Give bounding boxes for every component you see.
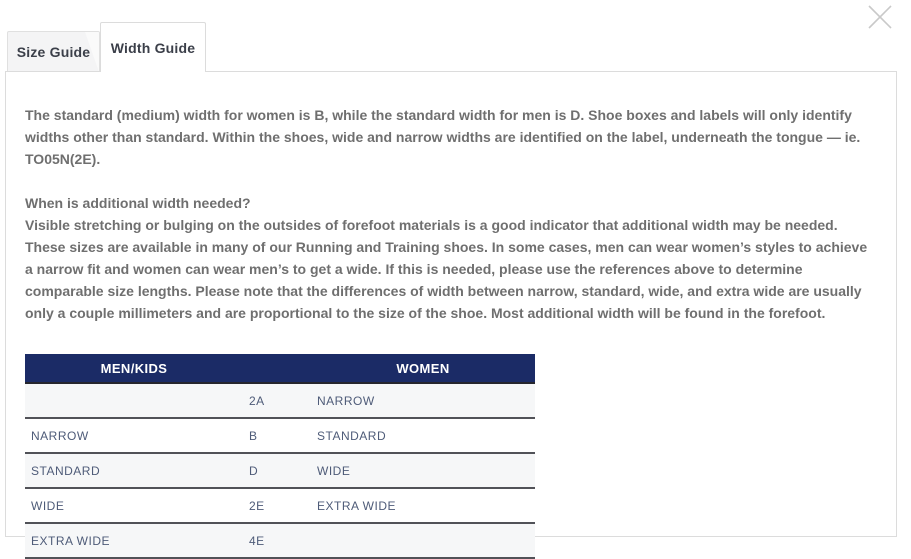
- section-heading: When is additional width needed?: [25, 195, 251, 211]
- tab-size-guide[interactable]: [7, 31, 100, 71]
- cell-women: NARROW: [311, 383, 535, 418]
- section-body: Visible stretching or bulging on the outsides of forefoot materials is a good indicator that additional width may be needed. These sizes are available in many of our Running and Training shoes. In some cases, men can wear women’s styles to achieve a narrow fit and women can wear men’s to get a wide. If this is needed, please use the references above to determine comparable size lengths. Please note that the differences of width between narrow, standard, wide, and extra wide are usually only a couple millimeters and are proportional to the size of the shoe. Most additional width will be found in the forefoot.: [25, 217, 868, 321]
- cell-women: WIDE: [311, 453, 535, 488]
- cell-code: 4E: [243, 523, 311, 558]
- table-row: [25, 383, 535, 418]
- cell-men: [25, 383, 243, 418]
- close-icon: [865, 2, 895, 32]
- cell-men: EXTRA WIDE: [25, 523, 243, 558]
- cell-women: STANDARD: [311, 418, 535, 453]
- table-row: [25, 523, 535, 558]
- table-row: [25, 418, 535, 453]
- cell-women: [311, 523, 535, 558]
- additional-width-paragraph: [25, 192, 872, 324]
- table-header-row: [25, 354, 535, 383]
- width-comparison-table: [25, 354, 535, 559]
- close-button[interactable]: [865, 2, 895, 32]
- header-men-kids: MEN/KIDS: [25, 354, 243, 383]
- tab-width-guide-label: Width Guide: [110, 39, 196, 56]
- table-row: [25, 453, 535, 488]
- width-guide-panel: [5, 71, 897, 548]
- cell-code: 2E: [243, 488, 311, 523]
- tab-width-guide[interactable]: [100, 22, 206, 72]
- cell-men: NARROW: [25, 418, 243, 453]
- intro-paragraph: The standard (medium) width for women is B, while the standard width for men is D. Shoe boxes and labels will only identify widths other than standard. Within the shoes, wide and narrow widths are identified on the label, underneath the tongue — ie. TO05N(2E).: [25, 107, 861, 167]
- cell-men: WIDE: [25, 488, 243, 523]
- table-row: [25, 488, 535, 523]
- header-code: [243, 354, 311, 383]
- cell-women: EXTRA WIDE: [311, 488, 535, 523]
- cell-men: STANDARD: [25, 453, 243, 488]
- tab-size-guide-label: Size Guide: [16, 43, 91, 60]
- cell-code: D: [243, 453, 311, 488]
- header-women: WOMEN: [311, 354, 535, 383]
- cell-code: 2A: [243, 383, 311, 418]
- cell-code: B: [243, 418, 311, 453]
